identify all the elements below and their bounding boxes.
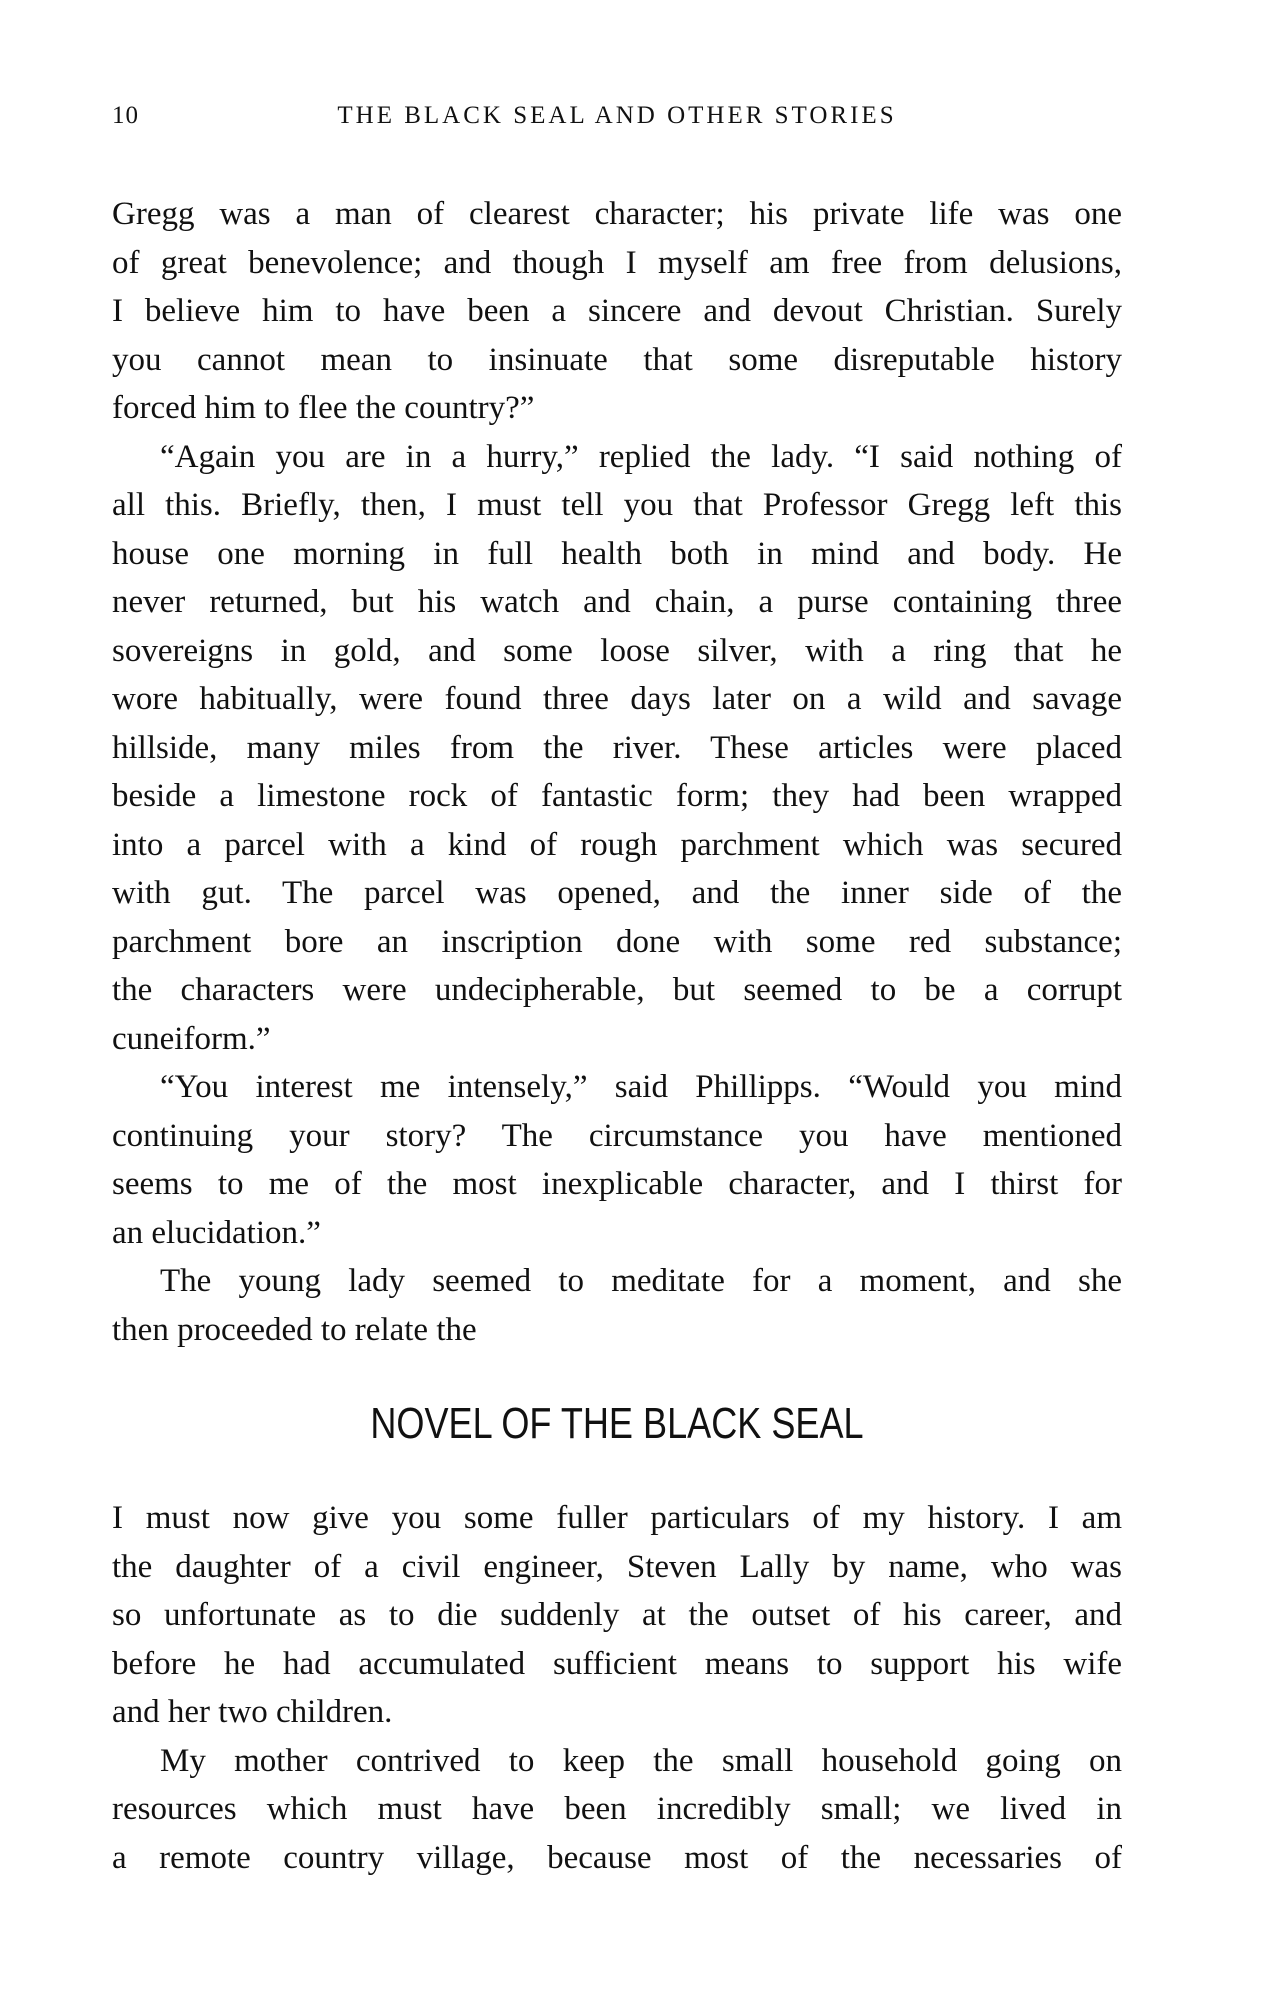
text-line: I believe him to have been a sincere and devout Christian. Surely: [112, 293, 1122, 329]
text-line: of great benevolence; and though I myself am free from delusions,: [112, 244, 1122, 281]
text-line: all this. Briefly, then, I must tell you that Professor Gregg left this: [112, 487, 1122, 523]
text-line: forced him to flee the country?”: [112, 390, 535, 426]
text-line: the daughter of a civil engineer, Steven Lally by name, who was: [112, 1548, 1122, 1585]
book-title: THE BLACK SEAL AND OTHER STORIES: [337, 102, 897, 129]
text-line: sovereigns in gold, and some loose silver, with a ring that he: [112, 632, 1122, 669]
paragraph-2: [112, 433, 1122, 1064]
paragraph-1: [112, 190, 1122, 433]
text-line: resources which must have been incredibly small; we lived in: [112, 1791, 1122, 1827]
text-line: beside a limestone rock of fantastic form; they had been wrapped: [112, 778, 1122, 814]
text-line: I must now give you some fuller particulars of my history. I am: [112, 1500, 1122, 1536]
text-line: seems to me of the most inexplicable character, and I thirst for: [112, 1166, 1122, 1202]
text-line: “You interest me intensely,” said Phillipps. “Would you mind: [160, 1069, 1122, 1105]
section-title: NOVEL OF THE BLACK SEAL: [370, 1399, 864, 1448]
text-line: “Again you are in a hurry,” replied the lady. “I said nothing of: [160, 438, 1122, 475]
body-text: [112, 190, 1122, 1882]
text-line: and her two children.: [112, 1694, 393, 1730]
text-line: the characters were undecipherable, but seemed to be a corrupt: [112, 972, 1122, 1008]
page-number: 10: [112, 102, 139, 129]
paragraph-3: [112, 1063, 1122, 1257]
text-line: Gregg was a man of clearest character; his private life was one: [112, 196, 1122, 232]
text-line: so unfortunate as to die suddenly at the outset of his career, and: [112, 1597, 1122, 1633]
text-line: a remote country village, because most of the necessaries of: [112, 1839, 1122, 1876]
text-line: wore habitually, were found three days later on a wild and savage: [112, 681, 1122, 717]
section-paragraph-1: [112, 1494, 1122, 1737]
text-line: My mother contrived to keep the small household going on: [160, 1742, 1122, 1779]
text-line: then proceeded to relate the: [112, 1311, 477, 1348]
text-line: cuneiform.”: [112, 1020, 271, 1057]
section-paragraph-2: [112, 1737, 1122, 1883]
text-line: house one morning in full health both in mind and body. He: [112, 535, 1122, 572]
text-line: before he had accumulated sufficient means to support his wife: [112, 1645, 1122, 1682]
text-line: with gut. The parcel was opened, and the inner side of the: [112, 875, 1122, 911]
running-head: [112, 102, 1122, 138]
text-line: parchment bore an inscription done with some red substance;: [112, 923, 1122, 960]
paragraph-4: [112, 1257, 1122, 1354]
text-line: continuing your story? The circumstance you have mentioned: [112, 1117, 1122, 1154]
text-line: you cannot mean to insinuate that some disreputable history: [112, 341, 1122, 378]
text-line: into a parcel with a kind of rough parchment which was secured: [112, 826, 1122, 863]
text-line: The young lady seemed to meditate for a moment, and she: [160, 1263, 1122, 1299]
text-line: hillside, many miles from the river. These articles were placed: [112, 729, 1122, 766]
text-line: an elucidation.”: [112, 1214, 321, 1251]
text-line: never returned, but his watch and chain, a purse containing three: [112, 584, 1122, 620]
